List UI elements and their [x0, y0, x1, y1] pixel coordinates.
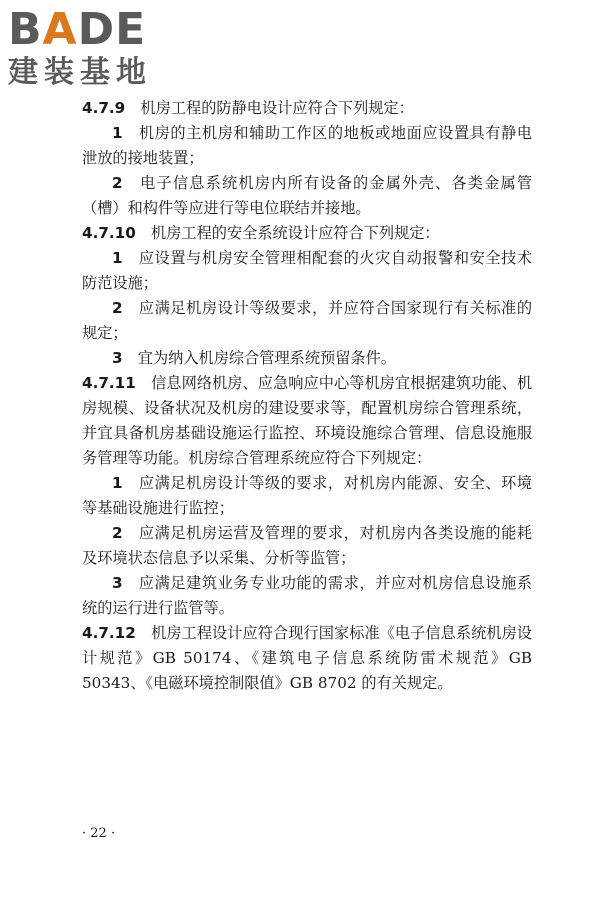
clause-4-7-11: 4.7.11 信息网络机房、应急响应中心等机房宜根据建筑功能、机房规模、设备状况及机房的建设要求等，配置机房综合管理系统，并宜具备机房基础设施运行监控、环境设施综合管理、信息设施服务管理等功能。机房综合管理系统应符合下列规定：	[82, 374, 533, 467]
clause-4-7-10: 4.7.10 机房工程的安全系统设计应符合下列规定：	[82, 224, 440, 242]
watermark-latin: BADE	[8, 4, 147, 55]
bade-watermark-logo	[8, 6, 178, 90]
watermark-cjk: 建装基地	[8, 55, 152, 90]
clause-item: 3 宜为纳入机房综合管理系统预留条件。	[112, 349, 396, 367]
clause-item: 2 应满足机房设计等级要求，并应符合国家现行有关标准的规定；	[82, 299, 533, 342]
clause-4-7-9: 4.7.9 机房工程的防静电设计应符合下列规定：	[82, 99, 414, 117]
clause-item: 2 电子信息系统机房内所有设备的金属外壳、各类金属管（槽）和构件等应进行等电位联结并接地。	[82, 174, 533, 217]
clause-item: 1 应满足机房设计等级的要求，对机房内能源、安全、环境等基础设施进行监控；	[82, 474, 533, 517]
clause-item: 2 应满足机房运营及管理的要求，对机房内各类设施的能耗及环境状态信息予以采集、分析等监管；	[82, 524, 533, 567]
clause-item: 1 应设置与机房安全管理相配套的火灾自动报警和安全技术防范设施；	[82, 249, 533, 292]
clause-item: 3 应满足建筑业务专业功能的需求，并应对机房信息设施系统的运行进行监管等。	[82, 574, 533, 617]
page-number: · 22 ·	[82, 826, 116, 841]
clause-item: 1 机房的主机房和辅助工作区的地板或地面应设置具有静电泄放的接地装置；	[82, 124, 533, 167]
clause-4-7-12: 4.7.12 机房工程设计应符合现行国家标准《电子信息系统机房设计规范》GB 50174、《建筑电子信息系统防雷术规范》GB 50343、《电磁环境控制限值》GB 8702 的有关规定。	[82, 624, 533, 692]
document-body	[82, 96, 532, 696]
